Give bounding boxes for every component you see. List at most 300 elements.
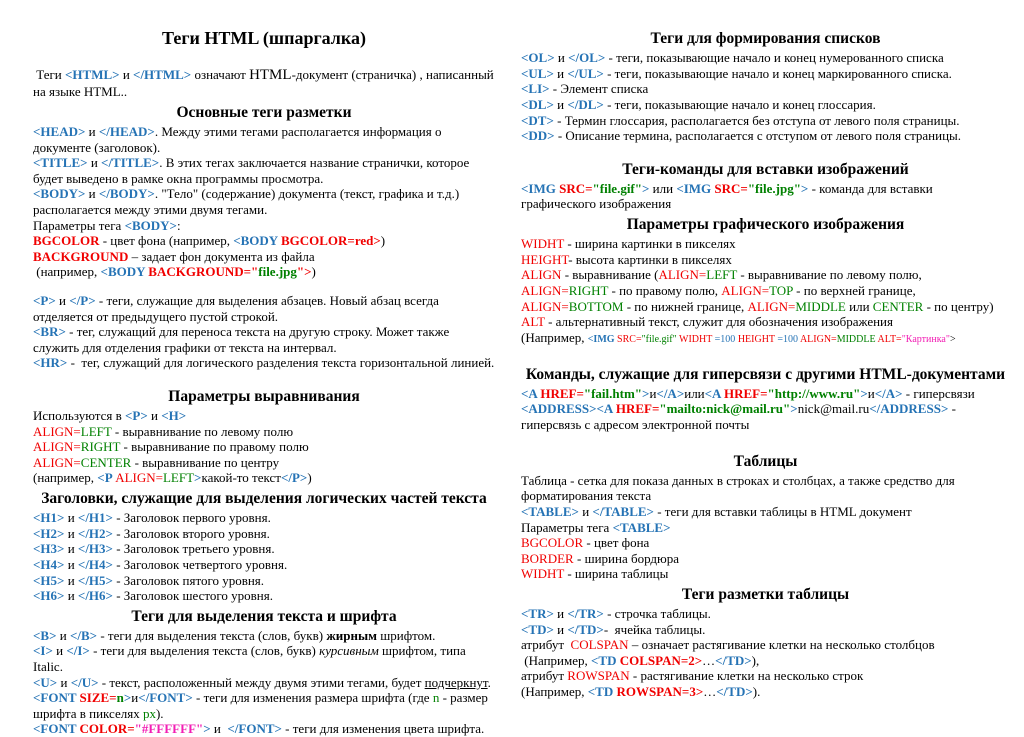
code-token: BACKGROUND (33, 248, 129, 264)
text-run: ). (752, 684, 761, 700)
section-heading (521, 160, 1010, 180)
text-run: ). (155, 705, 164, 721)
code-token: "mailto:nick@mail.ru" (659, 401, 791, 417)
text-run: - альтернативный текст, служит для обозначения изображения (544, 314, 893, 330)
text-run: и (210, 721, 228, 737)
text-run: - ширина картинки в пикселях (564, 236, 736, 252)
code-token: </TD> (715, 652, 752, 668)
text-run: и (64, 572, 78, 588)
text-run: - теги, показывающие начало и конец маркированного списка. (603, 65, 952, 81)
code-token: </DL> (567, 96, 604, 112)
code-token: <H2> (33, 525, 65, 541)
code-token: BACKGROUND=" (148, 264, 259, 280)
text-run: Заголовки, служащие для выделения логических частей текста (41, 490, 487, 508)
text-run: ) (380, 233, 386, 249)
text-run: - высота картинки в пикселях (568, 251, 732, 267)
code-token: ALIGN= (799, 333, 837, 345)
text-run: и (85, 124, 99, 140)
text-run: и (119, 67, 134, 83)
text-run: (например, (33, 470, 98, 486)
code-token: MIDDLE (795, 298, 846, 314)
text-run: Параметры графического изображения (626, 216, 905, 234)
paragraph (33, 541, 495, 557)
code-token: </A> (656, 385, 685, 401)
code-token: </OL> (568, 50, 606, 66)
code-token: > (642, 385, 650, 401)
code-token: "fail.htm" (583, 385, 643, 401)
text-run: и (64, 510, 78, 526)
text-run: - выравнивание по левому полю, (737, 267, 922, 283)
text-run: и (553, 65, 568, 81)
text-run: ), (751, 652, 760, 668)
section-heading (521, 585, 1010, 605)
text-run: - тег, служащий для переноса текста на другую строку. Может также служить для отделения графики от текста на интервал. (33, 324, 453, 355)
text-run: и (87, 155, 102, 171)
text-run: и (57, 674, 71, 690)
text-run: Теги HTML (шпаргалка) (162, 28, 366, 48)
code-token: <BR> (33, 324, 66, 340)
paragraph (33, 355, 495, 371)
code-token: </P> (280, 470, 308, 486)
text-run: . В этих тегах заключается название странички, которое будет выведено в рамке окна программы просмотра. (33, 155, 473, 186)
code-token: COLOR= (79, 721, 135, 737)
code-token: "> (296, 264, 312, 280)
text-run: Параметры тега (521, 519, 613, 535)
code-token: </H6> (77, 588, 113, 604)
code-token: ALT= (877, 333, 902, 345)
code-token: "Картинка" (901, 333, 950, 345)
code-token: > (800, 180, 809, 196)
code-token: MIDDLE (836, 333, 878, 345)
code-token: =100 (714, 333, 738, 345)
code-token: <H3> (33, 541, 65, 557)
paragraph (521, 81, 1010, 97)
paragraph (33, 233, 495, 249)
paragraph (33, 455, 495, 471)
text-run: и (578, 503, 593, 519)
text-run: Таблица - сетка для показа данных в строках и столбцах, а также средство для форматирования текста (521, 472, 958, 504)
text-run: и (553, 621, 568, 637)
code-token: ALIGN= (658, 267, 707, 283)
text-run: - выравнивание по центру (131, 454, 280, 470)
code-token: ROWSPAN=3> (616, 684, 704, 700)
text-run: > (949, 333, 956, 345)
text-run: или (684, 385, 705, 401)
code-token: ALIGN= (521, 282, 569, 298)
code-token: </FONT> (138, 690, 193, 706)
paragraph (33, 264, 495, 280)
text-run: Теги для формирования списков (650, 30, 881, 47)
text-run: – задает фон документа из файла (128, 248, 315, 264)
text-run: HTML (249, 67, 292, 84)
code-token: LEFT (80, 423, 112, 439)
paragraph (33, 721, 495, 737)
paragraph (521, 473, 1010, 504)
text-run: (например, (33, 264, 101, 280)
code-token: =100 (777, 333, 800, 345)
text-run: Теги для выделения текста и шрифта (131, 607, 397, 625)
text-run: . (487, 674, 491, 690)
code-token: SRC= (714, 180, 748, 196)
text-run: и (147, 408, 162, 424)
code-token: </HTML> (133, 67, 192, 83)
code-token: <U> (33, 674, 58, 690)
spacer (521, 144, 1010, 157)
paragraph (521, 401, 1010, 432)
paragraph (521, 668, 1010, 684)
code-token: <H5> (33, 572, 65, 588)
code-token: ALIGN= (521, 298, 569, 314)
code-token: file.jpg (258, 264, 297, 280)
code-token: "file.gif" (641, 333, 677, 345)
text-run: и (64, 541, 78, 557)
paragraph (33, 155, 495, 186)
text-run: - гиперсвязи (902, 385, 975, 401)
text-run: - по центру) (923, 298, 994, 314)
code-token: ALIGN= (33, 454, 81, 470)
right-column (521, 26, 1010, 725)
text-run: и (554, 50, 569, 66)
paragraph (521, 236, 1010, 252)
code-token: </H5> (77, 572, 113, 588)
code-token: CENTER (872, 298, 924, 314)
text-run: и (649, 385, 657, 401)
text-run: . Между этими тегами располагается информация о документе (заголовок). (33, 124, 445, 155)
text-run: Таблицы (733, 452, 798, 470)
spacer (33, 58, 495, 66)
code-token: BOTTOM (568, 298, 624, 314)
spacer (33, 280, 495, 293)
code-token: <BODY> (124, 217, 177, 233)
paragraph (33, 628, 495, 644)
text-run: или (845, 298, 873, 314)
code-token: <TD (587, 684, 617, 700)
code-token: <P> (33, 292, 56, 308)
text-run: - теги для выделения текста (слов, букв) (97, 627, 327, 643)
code-token: > (203, 721, 211, 737)
paragraph (521, 128, 1010, 144)
text-run: - Заголовок первого уровня. (112, 510, 271, 526)
code-token: </U> (70, 674, 99, 690)
text-run: - цвет фона (например, (99, 233, 234, 249)
text-run: какой-то текст (201, 470, 281, 486)
text-run: (Например, (521, 684, 588, 700)
code-token: <TD> (521, 621, 554, 637)
section-heading (521, 365, 1010, 385)
code-token: ALIGN= (33, 439, 81, 455)
code-token: </I> (66, 643, 90, 659)
text-run: Параметры тега (33, 217, 125, 233)
paragraph (33, 424, 495, 440)
paragraph (33, 218, 495, 234)
text-run: … (703, 684, 717, 700)
code-token: BORDER (521, 550, 574, 566)
code-token: </TR> (567, 606, 604, 622)
paragraph (521, 622, 1010, 638)
code-token: <P> (125, 408, 148, 424)
code-token: <H6> (33, 588, 65, 604)
text-run: и (56, 627, 70, 643)
code-token: <BODY (233, 233, 281, 249)
paragraph (521, 299, 1010, 315)
text-run: - теги для выделения текста (слов, букв) (89, 643, 320, 659)
code-token: COLSPAN (570, 637, 629, 653)
text-run: - ячейка таблицы. (603, 621, 706, 637)
text-run: - Описание термина, располагается с отступом от левого поля страницы. (554, 128, 962, 144)
code-token: <H> (161, 408, 187, 424)
paragraph (521, 113, 1010, 129)
code-token: <H1> (33, 510, 65, 526)
text-run: - выравнивание по левому полю (111, 423, 294, 439)
text-run: и (52, 643, 67, 659)
text-run: - ширина таблицы (564, 566, 669, 582)
paragraph (521, 283, 1010, 299)
code-token: HREF= (540, 385, 584, 401)
text-run: шрифтом. (377, 627, 436, 643)
paragraph (33, 66, 498, 100)
text-run: и (55, 292, 70, 308)
text-run: - выравнивание по правому полю (120, 439, 309, 455)
text-run: - теги, показывающие начало и конец глоссария. (603, 96, 876, 112)
code-token: <TR> (521, 606, 554, 622)
text-run: - Заголовок третьего уровня. (112, 541, 275, 557)
code-token: SRC= (559, 180, 593, 196)
text-run: и (85, 186, 99, 202)
text-run: - Заголовок четвертого уровня. (112, 556, 288, 572)
text-run: . "Тело" (содержание) документа (текст, графика и т.д.) располагается между этими двумя тегами. (33, 186, 463, 217)
code-token: px (142, 705, 156, 721)
code-token: <HEAD> (33, 124, 86, 140)
code-token: > (641, 180, 650, 196)
text-run: - строчка таблицы. (603, 606, 711, 622)
code-token: <HR> (33, 355, 68, 371)
code-token: <LI> (521, 81, 550, 97)
text-run: курсивным (319, 643, 379, 659)
paragraph (521, 504, 1010, 520)
code-token: <BODY> (33, 186, 86, 202)
code-token: COLSPAN=2> (619, 652, 703, 668)
code-token: > (790, 401, 798, 417)
code-token: </TITLE> (101, 155, 160, 171)
paragraph (33, 588, 495, 604)
code-token: RIGHT (568, 282, 609, 298)
code-token: <OL> (521, 50, 555, 66)
paragraph (521, 535, 1010, 551)
code-token: </A> (874, 385, 903, 401)
paragraph (521, 551, 1010, 567)
code-token: ALIGN= (115, 470, 163, 486)
code-token: <TITLE> (33, 155, 88, 171)
paragraph (33, 186, 495, 217)
text-run: - ширина бордюра (573, 550, 680, 566)
code-token: </FONT> (227, 721, 282, 737)
section-heading (33, 387, 495, 407)
code-token: </H2> (77, 525, 113, 541)
code-token: <H4> (33, 556, 65, 572)
section-heading (33, 489, 495, 509)
text-run: - тег, служащий для логического разделения текста горизонтальной линией. (67, 355, 495, 371)
text-run: означают (191, 67, 250, 83)
code-token: </UL> (567, 65, 604, 81)
code-token: <A (704, 385, 724, 401)
paragraph (521, 252, 1010, 268)
code-token: </B> (69, 627, 98, 643)
code-token: "file.jpg" (747, 180, 801, 196)
paragraph (521, 637, 1010, 653)
code-token: <DD> (521, 128, 555, 144)
code-token: </P> (69, 292, 96, 308)
text-run: Команды, служащие для гиперсвязи с другими HTML-документами (525, 365, 1006, 383)
code-token: "file.gif" (592, 180, 642, 196)
code-token: <DL> (521, 96, 554, 112)
paragraph (521, 606, 1010, 622)
text-run: - текст, расположенный между двумя этими тегами, будет (98, 674, 425, 690)
text-run: … (702, 652, 716, 668)
text-run: и (64, 588, 78, 604)
text-run: Теги-команды для вставки изображений (622, 160, 909, 178)
code-token: <UL> (521, 65, 554, 81)
code-token: <TD (590, 652, 620, 668)
text-run: атрибут (521, 668, 568, 684)
text-run: шрифтом, типа Italic. (33, 643, 470, 675)
code-token: <IMG (587, 333, 618, 345)
section-heading (521, 29, 1010, 49)
text-run: Основные теги разметки (176, 103, 352, 121)
text-run: - цвет фона (583, 535, 650, 551)
paragraph (521, 653, 1010, 669)
code-token: LEFT (162, 470, 195, 486)
text-run: - выравнивание ( (561, 267, 659, 283)
paragraph (33, 510, 495, 526)
code-token: </TD> (567, 621, 604, 637)
code-token: HREF= (723, 385, 768, 401)
text-run: : (176, 217, 181, 233)
code-token: "#FFFFFF" (134, 721, 204, 737)
text-run: и (64, 525, 78, 541)
paragraph (33, 675, 495, 691)
code-token: WIDHT (521, 236, 565, 252)
text-run: - Заголовок шестого уровня. (112, 588, 273, 604)
text-run: Теги разметки таблицы (681, 585, 850, 603)
code-token: <DT> (521, 112, 554, 128)
text-run: – означает растягивание клетки на несколько столбцов (628, 637, 935, 653)
paragraph (521, 520, 1010, 536)
spacer (33, 371, 495, 384)
code-token: </H1> (77, 510, 113, 526)
text-run: и (553, 96, 568, 112)
paragraph (521, 684, 1010, 700)
code-token: <A (596, 401, 616, 417)
code-token: ALIGN= (747, 298, 796, 314)
text-run: и (64, 556, 78, 572)
text-run: -документ (страничка) , написанный на языке HTML.. (33, 67, 498, 100)
paragraph (33, 643, 495, 674)
paragraph (33, 324, 495, 355)
code-token: ALIGN (521, 267, 562, 283)
text-run: - по правому полю, (608, 282, 722, 298)
text-run: и (131, 690, 139, 706)
text-run: - по нижней границе, (623, 298, 748, 314)
section-heading (521, 452, 1010, 472)
code-token: ALIGN= (33, 423, 81, 439)
section-heading (521, 215, 1010, 235)
text-run: жирным (326, 627, 377, 643)
code-token: </TD> (716, 684, 753, 700)
paragraph (33, 124, 495, 155)
code-token: <BODY (100, 264, 149, 280)
paragraph (33, 408, 495, 424)
code-token: <HTML> (65, 67, 120, 83)
paragraph (521, 267, 1010, 283)
code-token: <IMG (521, 180, 560, 196)
spacer (521, 433, 1010, 449)
paragraph (521, 314, 1010, 330)
left-column (33, 26, 498, 737)
paragraph (33, 690, 495, 721)
text-run: (Например, (521, 652, 591, 668)
text-run: подчеркнут (424, 674, 488, 690)
code-token: <TABLE> (612, 519, 671, 535)
code-token: <B> (33, 627, 57, 643)
text-run: или (649, 180, 677, 196)
paragraph (33, 293, 495, 324)
code-token: n (116, 690, 124, 706)
text-run: (Например, (521, 329, 588, 345)
code-token: <ADDRESS> (521, 401, 597, 417)
paragraph (33, 439, 495, 455)
paragraph (33, 573, 495, 589)
text-run: - Элемент списка (549, 81, 649, 97)
text-run: и (867, 385, 875, 401)
paragraph (521, 330, 1010, 346)
code-token: > (123, 690, 132, 706)
text-run: Параметры выравнивания (168, 387, 360, 405)
code-token: SIZE= (79, 690, 117, 706)
code-token: CENTER (80, 454, 132, 470)
code-token: <A (521, 385, 541, 401)
code-token: <IMG (676, 180, 715, 196)
text-run: - по верхней границе, (792, 282, 916, 298)
section-heading (33, 103, 495, 123)
paragraph (521, 181, 1010, 212)
code-token: BGCOLOR=red> (280, 233, 381, 249)
text-run: ) (307, 470, 312, 486)
code-token: <I> (33, 643, 53, 659)
code-token: TOP (769, 282, 793, 298)
paragraph (521, 97, 1010, 113)
code-token: RIGHT (80, 439, 121, 455)
text-run: - Заголовок пятого уровня. (112, 572, 265, 588)
code-token: n (432, 690, 440, 706)
code-token: BGCOLOR (521, 535, 584, 551)
paragraph (33, 249, 495, 265)
code-token: WIDHT (679, 333, 715, 345)
paragraph (33, 526, 495, 542)
code-token: <FONT (33, 690, 80, 706)
code-token: </BODY> (98, 186, 155, 202)
code-token: </ADDRESS> (869, 401, 949, 417)
code-token: <P (97, 470, 116, 486)
code-token: </H4> (77, 556, 113, 572)
text-run: - теги для вставки таблицы в HTML документ (653, 503, 912, 519)
paragraph (521, 50, 1010, 66)
code-token: HEIGHT (737, 333, 778, 345)
text-run: - команда для вставки графического изображения (521, 180, 937, 212)
text-run: атрибут (521, 637, 571, 653)
text-run: Теги (33, 67, 66, 83)
text-run: Используются в (33, 408, 125, 424)
paragraph (33, 470, 495, 486)
